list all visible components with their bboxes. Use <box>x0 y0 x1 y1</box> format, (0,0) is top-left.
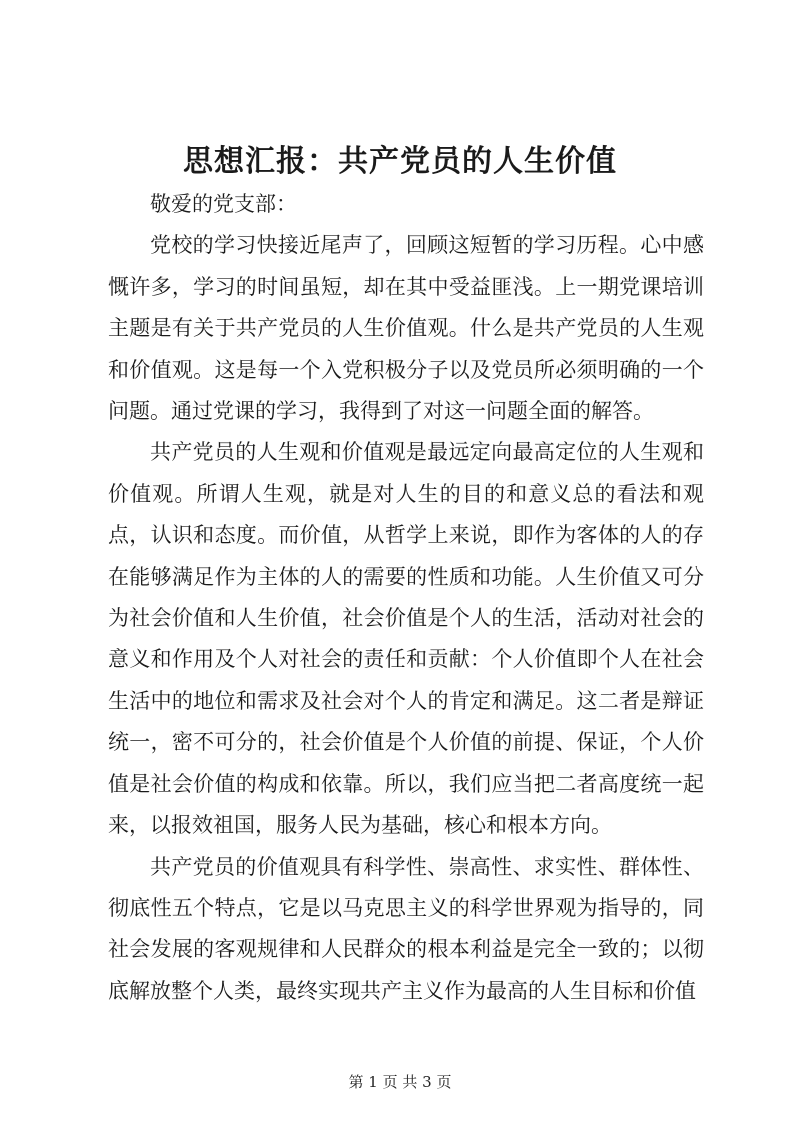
salutation: 敬爱的党支部： <box>150 192 297 216</box>
paragraph-2: 共产党员的人生观和价值观是最远定向最高定位的人生观和价值观。所谓人生观，就是对人生的目的和意义总的看法和观点，认识和态度。而价值，从哲学上来说，即作为客体的人的存在能够满足作为主体的人的需要的性质和功能。人生价值又可分为社会价值和人生价值，社会价值是个人的生活，活动对社会的意义和作用及个人对社会的责任和贡献：个人价值即个人在社会生活中的地位和需求及社会对个人的肯定和满足。这二者是辩证统一，密不可分的，社会价值是个人价值的前提、保证，个人价值是社会价值的构成和依靠。所以，我们应当把二者高度统一起来，以报效祖国，服务人民为基础，核心和根本方向。 <box>108 440 704 838</box>
page-footer: 第 1 页 共 3 页 <box>348 1073 452 1091</box>
paragraph-1: 党校的学习快接近尾声了，回顾这短暂的学习历程。心中感慨许多，学习的时间虽短，却在其中受益匪浅。上一期党课培训主题是有关于共产党员的人生价值观。什么是共产党员的人生观和价值观。这是每一个入党积极分子以及党员所必须明确的一个问题。通过党课的学习，我得到了对这一问题全面的解答。 <box>108 233 704 424</box>
document-body <box>108 184 704 1012</box>
document-title: 思想汇报：共产党员的人生价值 <box>183 144 617 179</box>
paragraph-3: 共产党员的价值观具有科学性、崇高性、求实性、群体性、彻底性五个特点，它是以马克思主义的科学世界观为指导的，同社会发展的客观规律和人民群众的根本利益是完全一致的；以彻底解放整个人类，最终实现共产主义作为最高的人生目标和价值 <box>108 854 704 1003</box>
